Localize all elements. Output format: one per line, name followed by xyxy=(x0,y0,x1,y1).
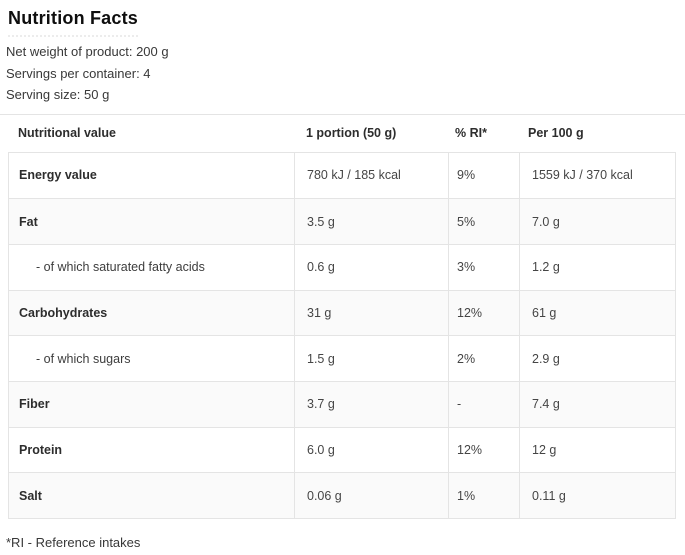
cell-portion: 31 g xyxy=(294,291,448,336)
table-row xyxy=(9,198,675,244)
net-weight-text: Net weight of product: 200 g xyxy=(6,44,169,59)
cell-portion: 0.06 g xyxy=(294,473,448,518)
reference-intakes-footnote: *RI - Reference intakes xyxy=(6,535,141,550)
cell-ri: 3% xyxy=(448,245,519,290)
cell-name: - of which saturated fatty acids xyxy=(36,260,205,275)
cell-portion: 0.6 g xyxy=(294,245,448,290)
cell-name: Energy value xyxy=(19,168,97,183)
cell-ri: 12% xyxy=(448,428,519,473)
table-row xyxy=(9,244,675,290)
cell-ri: 2% xyxy=(448,336,519,381)
cell-ri: 9% xyxy=(448,153,519,199)
cell-portion: 1.5 g xyxy=(294,336,448,381)
cell-ri: 5% xyxy=(448,199,519,244)
table-row xyxy=(9,153,675,199)
cell-name: Salt xyxy=(19,488,42,503)
cell-name: Carbohydrates xyxy=(19,305,108,320)
cell-per100: 61 g xyxy=(519,291,675,336)
cell-name: - of which sugars xyxy=(36,351,131,366)
column-header-per-100g: Per 100 g xyxy=(528,126,584,140)
serving-size-text: Serving size: 50 g xyxy=(6,87,110,102)
cell-per100: 1559 kJ / 370 kcal xyxy=(519,153,675,199)
cell-per100: 7.4 g xyxy=(519,382,675,427)
cell-name: Protein xyxy=(19,442,63,457)
page-title: Nutrition Facts xyxy=(8,8,138,37)
cell-per100: 0.11 g xyxy=(519,473,675,518)
cell-ri: 12% xyxy=(448,291,519,336)
cell-per100: 12 g xyxy=(519,428,675,473)
table-row xyxy=(9,472,675,518)
cell-portion: 3.7 g xyxy=(294,382,448,427)
column-header-ri: % RI* xyxy=(455,126,487,140)
column-header-portion: 1 portion (50 g) xyxy=(306,126,397,140)
product-meta xyxy=(6,41,685,106)
cell-portion: 3.5 g xyxy=(294,199,448,244)
cell-per100: 1.2 g xyxy=(519,245,675,290)
column-header-nutritional-value: Nutritional value xyxy=(18,126,116,140)
cell-ri: - xyxy=(448,382,519,427)
cell-portion: 6.0 g xyxy=(294,428,448,473)
nutrition-table-body xyxy=(8,152,676,520)
cell-name: Fat xyxy=(19,214,38,229)
servings-per-container-text: Servings per container: 4 xyxy=(6,65,151,81)
table-row xyxy=(9,335,675,381)
cell-per100: 2.9 g xyxy=(519,336,675,381)
cell-portion: 780 kJ / 185 kcal xyxy=(294,153,448,199)
cell-name: Fiber xyxy=(19,397,50,412)
cell-ri: 1% xyxy=(448,473,519,518)
table-row xyxy=(9,427,675,473)
table-row xyxy=(9,381,675,427)
cell-per100: 7.0 g xyxy=(519,199,675,244)
table-row xyxy=(9,290,675,336)
nutrition-table-header xyxy=(0,114,685,152)
